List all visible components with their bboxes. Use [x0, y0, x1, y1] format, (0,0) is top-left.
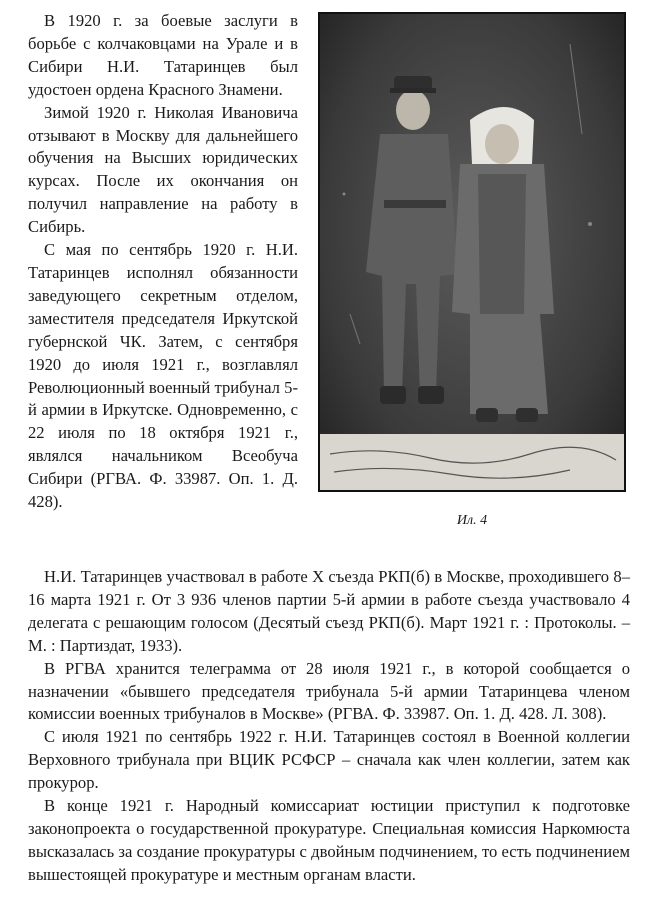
paragraph-telegram: В РГВА хранится телеграмма от 28 июля 1921 г., в которой сообщается о назначении «бывшего председателя трибунала 5-й армии Татаринцева членом комиссии военных трибуналов в Москве» (РГВА. Ф. 33987. Оп. 1. Д. 428. Л. 308). [28, 658, 630, 724]
paragraph-order-red-banner: В 1920 г. за боевые заслуги в борьбе с колчаковцами на Урале и в Сибири Н.И. Татаринцев был удостоен ордена Красного Знамени. [28, 11, 298, 99]
paragraph-irkutsk-cheka: С мая по сентябрь 1920 г. Н.И. Татаринцев исполнял обязанности заведующего секретным отделом, заместителя председателя Иркутской губернской ЧК. Затем, с сентября 1920 до июля 1921 г., возглавлял Революционный военный трибунал 5-й армии в Иркутске. Одновременно, с 22 июля по 18 октября 1921 г., являлся начальником Всеобуча Сибири (РГВА. Ф. 33987. Оп. 1. Д. 428). [28, 240, 298, 512]
archival-photo [318, 12, 626, 492]
left-column-text [28, 10, 298, 514]
figure-caption: Ил. 4 [456, 513, 488, 528]
paragraph-moscow-courses: Зимой 1920 г. Николая Ивановича отзывают в Москву для дальнейшего обучения на Высших юридических курсах. После их окончания он получил направление на работу в Сибирь. [28, 102, 298, 237]
paragraph-prosecutor-bill: В конце 1921 г. Народный комиссариат юстиции приступил к подготовке законопроекта о государственной прокуратуре. Специальная комиссия Наркомюста высказалась за создание прокуратуры с двойным подчинением, то есть подчинением вышестоящей прокуратуре и местным органам власти. [28, 796, 630, 884]
paragraph-military-collegium: С июля 1921 по сентябрь 1922 г. Н.И. Татаринцев состоял в Военной коллегии Верховного трибунала при ВЦИК РСФСР – сначала как член коллегии, затем как прокурор. [28, 727, 630, 793]
portrait-photo-icon [320, 14, 624, 490]
paragraph-x-congress: Н.И. Татаринцев участвовал в работе X съезда РКП(б) в Москве, проходившего 8–16 марта 1921 г. От 3 936 членов партии 5-й армии в работе съезда участвовало 4 делегата с решающим голосом (Десятый съезд РКП(б). Март 1921 г. : Протоколы. – М. : Партиздат, 1933). [28, 567, 630, 655]
full-width-text [28, 566, 630, 887]
